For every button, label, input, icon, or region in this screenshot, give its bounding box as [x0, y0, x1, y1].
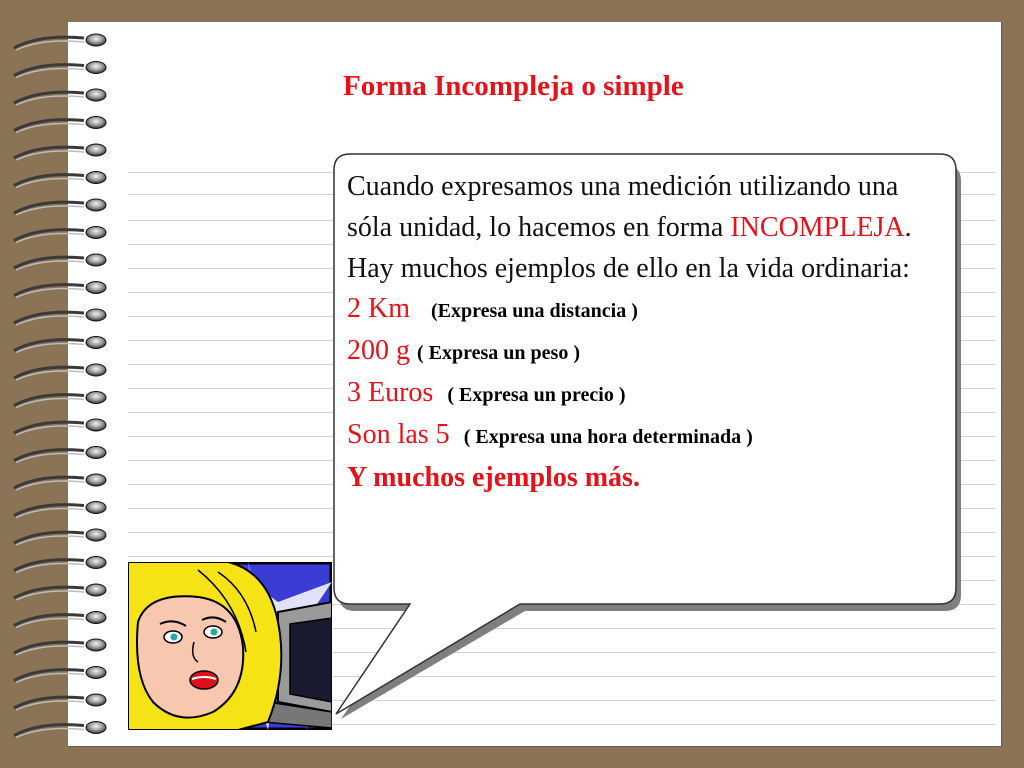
closing-line: Y muchos ejemplos más.	[347, 462, 640, 493]
example-value: 2 Km	[347, 293, 410, 324]
bubble-content	[347, 166, 939, 498]
intro-text-after: . Hay muchos ejemplos de ello en la vida ordinaria:	[347, 212, 912, 284]
slide-title: Forma Incompleja o simple	[343, 70, 684, 102]
example-note: ( Expresa un precio )	[447, 384, 626, 406]
example-note: ( Expresa una hora determinada )	[463, 426, 753, 448]
example-item	[347, 415, 939, 457]
example-value: Son las 5	[347, 419, 450, 450]
example-item	[347, 373, 939, 415]
example-note: ( Expresa un peso )	[417, 342, 580, 364]
example-value: 3 Euros	[347, 377, 434, 408]
incompleja-highlight: INCOMPLEJA	[730, 212, 905, 243]
surprised-woman-computer-clipart	[128, 562, 332, 730]
intro-text-before: Cuando expresamos una medición utilizando una sóla unidad, lo hacemos en forma	[347, 171, 899, 243]
example-item	[347, 289, 939, 331]
intro-paragraph	[347, 166, 939, 289]
example-item	[347, 331, 939, 373]
example-note: (Expresa una distancia )	[431, 300, 638, 322]
example-value: 200 g	[347, 335, 410, 366]
